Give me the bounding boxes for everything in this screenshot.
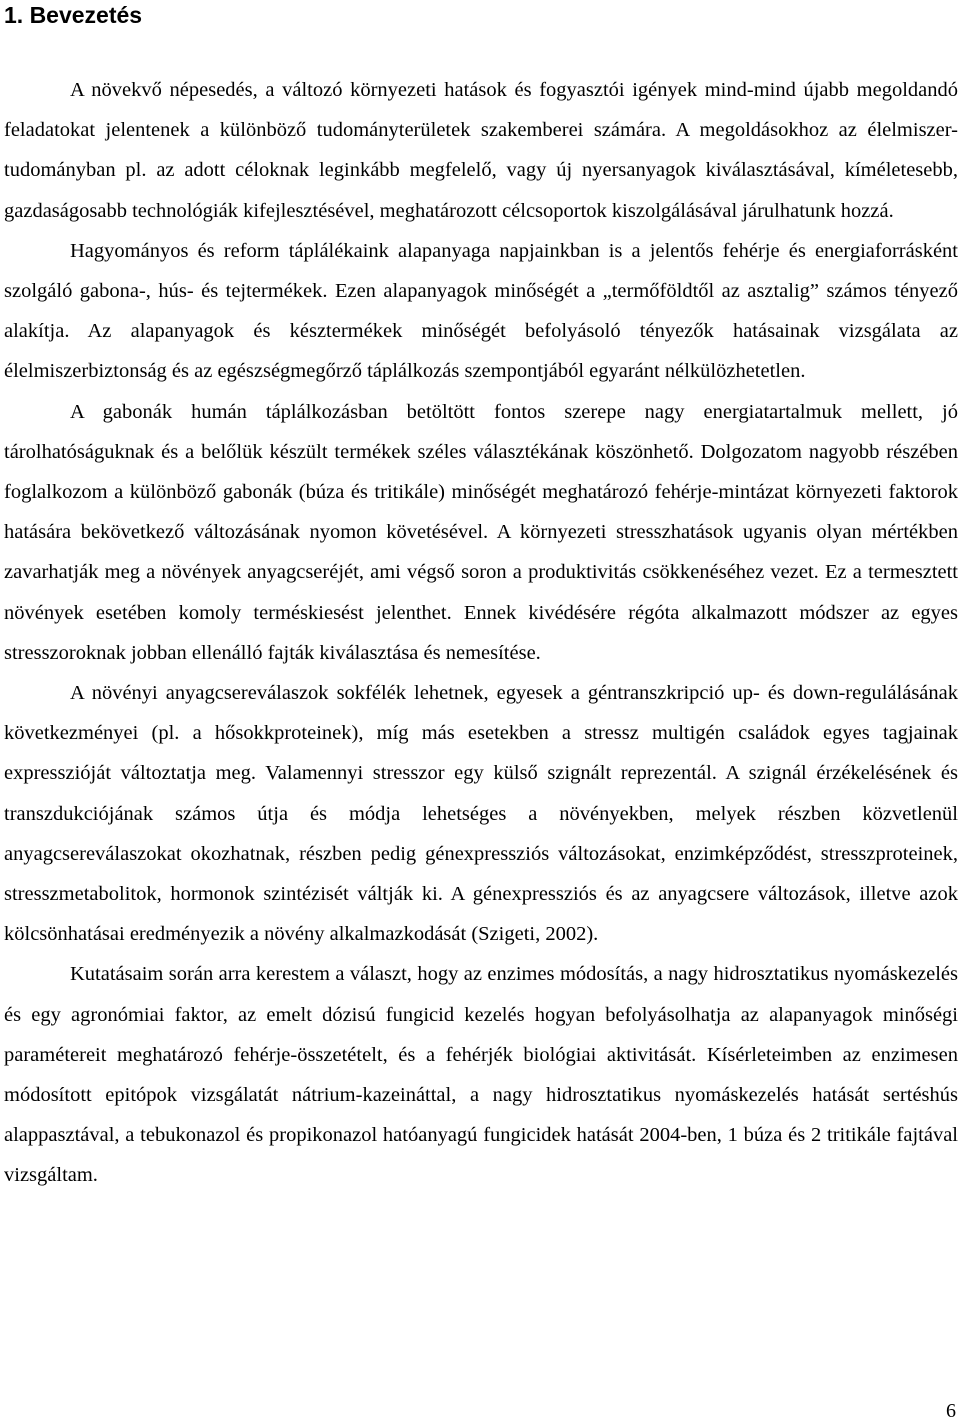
paragraph-3: A gabonák humán táplálkozásban betöltött fontos szerepe nagy energiatartalmuk mellett, jó tárolhatóságuknak és a belőlük készült termékek széles választékának köszönhető. Dolgozatom nagyobb részében foglalkozom a különböző gabonák (búza és tritikále) minőségét meghatározó fehérje-mintázat környezeti faktorok hatására bekövetkező változásának nyomon követésével. A környezeti stresszhatások ugyanis olyan mértékben zavarhatják meg a növények anyagcseréjét, ami végső soron a produktivitás csökkenéséhez vezet. Ez a termesztett növények esetében komoly terméskiesést jelenthet. Ennek kivédésére régóta alkalmazott módszer az egyes stresszoroknak jobban ellenálló fajták kiválasztása és nemesítése. [4, 400, 958, 664]
paragraph-5: Kutatásaim során arra kerestem a választ, hogy az enzimes módosítás, a nagy hidrosztatikus nyomáskezelés és egy agronómiai faktor, az emelt dózisú fungicid kezelés hogyan befolyásolhatja az alapanyagok minőségi paramétereit meghatározó fehérje-összetételt, és a fehérjék biológiai aktivitását. Kísérleteimben az enzimesen módosított epitópok vizsgálatát nátrium-kazeináttal, a nagy hidrosztatikus nyomáskezelés hatását sertéshús alappasztával, a tebukonazol és propikonazol hatóanyagú fungicidek hatását 2004-ben, 1 búza és 2 tritikále fajtával vizsgáltam. [4, 963, 958, 1187]
section-heading: 1. Bevezetés [4, 2, 143, 28]
body-text [4, 70, 958, 1196]
paragraph-4: A növényi anyagcsereválaszok sokfélék lehetnek, egyesek a géntranszkripció up- és down-regulálásának következményei (pl. a hősokkproteinek), míg más esetekben a stressz multigén családok egyes tagjainak expresszióját változtatja meg. Valamennyi stresszor egy külső szignált reprezentál. A szignál érzékelésének és transzdukciójának számos útja és módja lehetséges a növényekben, melyek részben közvetlenül anyagcsereválaszokat okozhatnak, részben pedig génexpressziós változásokat, enzimképződést, stresszproteinek, stresszmetabolitok, hormonok szintézisét váltják ki. A génexpressziós és az anyagcsere változások, illetve azok kölcsönhatásai eredményezik a növény alkalmazkodását (Szigeti, 2002). [4, 682, 958, 946]
paragraph-2: Hagyományos és reform táplálékaink alapanyaga napjainkban is a jelentős fehérje és energiaforrásként szolgáló gabona-, hús- és tejtermékek. Ezen alapanyagok minőségét a „termőföldtől az asztalig” számos tényező alakítja. Az alapanyagok és késztermékek minőségét befolyásoló tényezők hatásainak vizsgálata az élelmiszerbiztonság és az egészségmegőrző táplálkozás szempontjából egyaránt nélkülözhetetlen. [4, 239, 958, 383]
page-number: 6 [946, 1400, 956, 1422]
paragraph-1: A növekvő népesedés, a változó környezeti hatások és fogyasztói igények mind-mind újabb megoldandó feladatokat jelentenek a különböző tudományterületek szakemberei számára. A megoldásokhoz az élelmiszer-tudományban pl. az adott céloknak leginkább megfelelő, vagy új nyersanyagok kiválasztásával, kíméletesebb, gazdaságosabb technológiák kifejlesztésével, meghatározott célcsoportok kiszolgálásával járulhatunk hozzá. [4, 79, 958, 222]
